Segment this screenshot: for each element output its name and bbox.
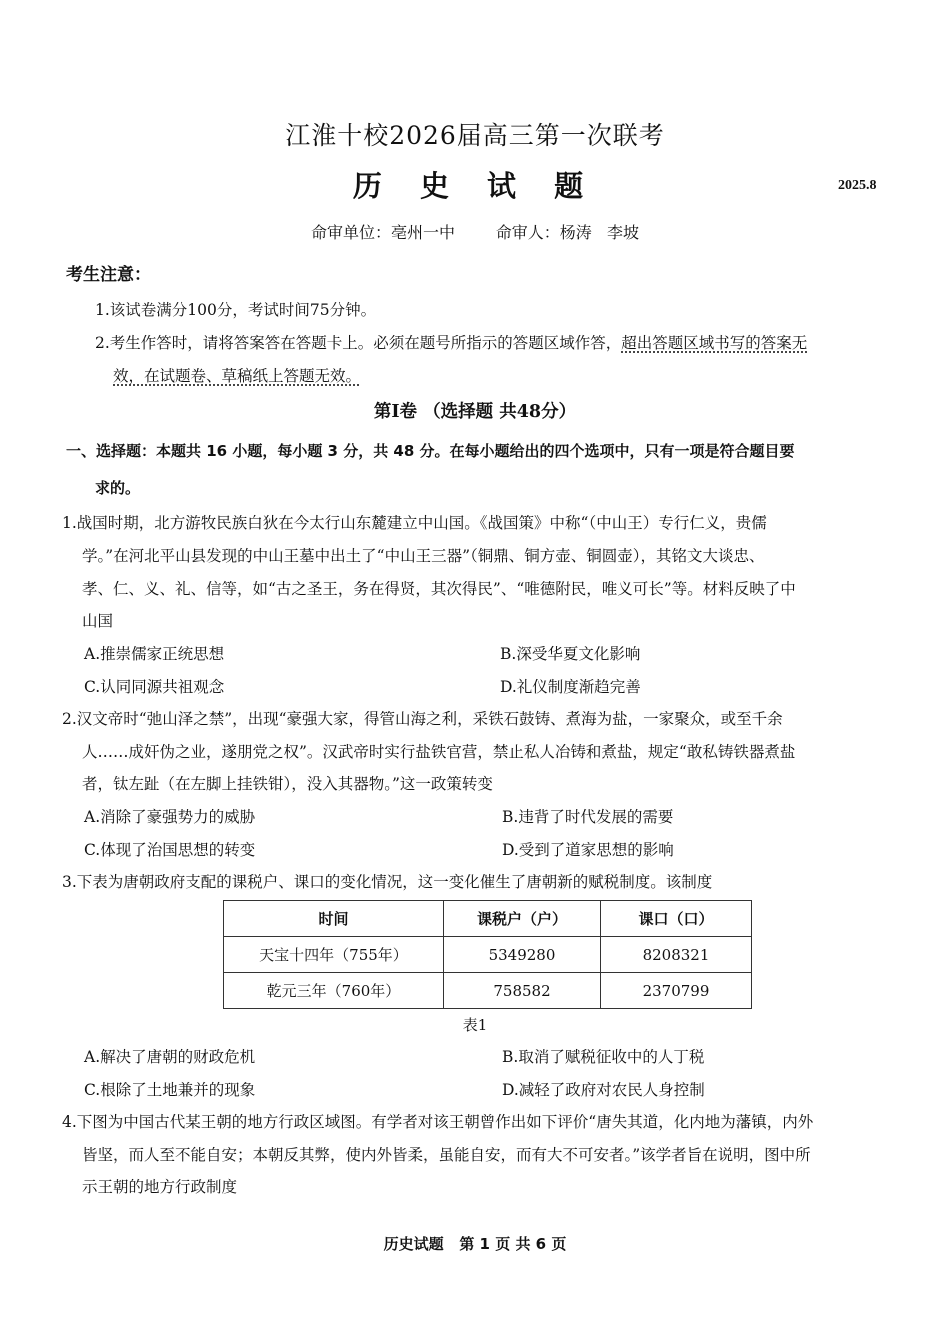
- section-instruction-continued: 求的。: [95, 479, 141, 497]
- subject-title: 历 史 试 题: [352, 169, 598, 203]
- q2-stem-line-1: 2.汉文帝时“弛山泽之禁”，出现“豪强大家，得管山海之利，采铁石鼓铸、煮海为盐，一家聚众，或至千余: [62, 710, 783, 728]
- table-header-row: [224, 901, 752, 937]
- q1-option-c: C.认同同源共祖观念: [84, 678, 225, 696]
- data-table: [223, 900, 752, 1009]
- q2-option-b: B.违背了时代发展的需要: [502, 808, 674, 826]
- table-caption: 表1: [462, 1016, 488, 1034]
- table-cell: 2370799: [601, 973, 752, 1009]
- table-cell: 乾元三年（760年）: [224, 973, 444, 1009]
- q1-stem-line-3: 孝、仁、义、礼、信等，如“古之圣王，务在得贤，其次得民”、“唯德附民，唯义可长”等。材料反映了中: [82, 580, 796, 598]
- table-header-cell: 时间: [224, 901, 444, 937]
- q1-option-d: D.礼仪制度渐趋完善: [500, 678, 641, 696]
- q1-stem-line-2: 学。”在河北平山县发现的中山王墓中出土了“中山王三器”（铜鼎、铜方壶、铜圆壶），其铭文大谈忠、: [82, 547, 765, 565]
- table-header-cell: 课税户（户）: [444, 901, 601, 937]
- table-cell: 8208321: [601, 937, 752, 973]
- q1-option-b: B.深受华夏文化影响: [500, 645, 641, 663]
- notice-item-2: [95, 331, 807, 353]
- q4-stem-line-2: 皆坚，而人至不能自安；本朝反其弊，使内外皆柔，虽能自安，而有大不可安者。”该学者旨在说明，图中所: [82, 1146, 811, 1164]
- q2-option-c: C.体现了治国思想的转变: [84, 841, 256, 859]
- notice-item-2-continued: 效，在试题卷、草稿纸上答题无效。: [113, 367, 362, 385]
- notice-title: 考生注意：: [66, 265, 151, 285]
- section-title: 第Ⅰ卷 （选择题 共48分）: [373, 402, 577, 422]
- author-line: 命审单位：亳州一中 命审人：杨涛 李坡: [311, 223, 639, 242]
- q3-option-a: A.解决了唐朝的财政危机: [84, 1048, 256, 1066]
- q2-option-d: D.受到了道家思想的影响: [502, 841, 674, 859]
- table-row: [224, 937, 752, 973]
- exam-series-title: 江淮十校2026届高三第一次联考: [285, 121, 665, 150]
- q1-stem-line-1: 1.战国时期，北方游牧民族白狄在今太行山东麓建立中山国。《战国策》中称“（中山王）专行仁义，贵儒: [62, 514, 767, 532]
- q3-option-b: B.取消了赋税征收中的人丁税: [502, 1048, 705, 1066]
- q4-stem-line-3: 示王朝的地方行政制度: [82, 1178, 238, 1196]
- q2-option-a: A.消除了豪强势力的威胁: [84, 808, 256, 826]
- q3-option-d: D.减轻了政府对农民人身控制: [502, 1081, 705, 1099]
- q3-stem-line-1: 3.下表为唐朝政府支配的课税户、课口的变化情况，这一变化催生了唐朝新的赋税制度。该制度: [62, 873, 713, 891]
- table-cell: 5349280: [444, 937, 601, 973]
- page-footer: 历史试题 第 1 页 共 6 页: [383, 1235, 567, 1253]
- q2-stem-line-2: 人……成奸伪之业，遂朋党之权”。汉武帝时实行盐铁官营，禁止私人冶铸和煮盐，规定“敢私铸铁器煮盐: [82, 743, 796, 761]
- table-header-cell: 课口（口）: [601, 901, 752, 937]
- table-cell: 758582: [444, 973, 601, 1009]
- table-cell: 天宝十四年（755年）: [224, 937, 444, 973]
- notice-item-2-emphasis: 超出答题区域书写的答案无: [621, 334, 808, 352]
- notice-item-1: 1.该试卷满分100分，考试时间75分钟。: [95, 301, 377, 319]
- exam-date: 2025.8: [838, 178, 877, 193]
- q1-option-a: A.推崇儒家正统思想: [84, 645, 225, 663]
- section-instruction: 一、选择题：本题共 16 小题，每小题 3 分，共 48 分。在每小题给出的四个选项中，只有一项是符合题目要: [66, 442, 795, 460]
- q4-stem-line-1: 4.下图为中国古代某王朝的地方行政区域图。有学者对该王朝曾作出如下评价“唐失其道，化内地为藩镇，内外: [62, 1113, 814, 1131]
- q3-option-c: C.根除了土地兼并的现象: [84, 1081, 256, 1099]
- table-row: [224, 973, 752, 1009]
- q2-stem-line-3: 者，钛左趾（在左脚上挂铁钳），没入其器物。”这一政策转变: [82, 775, 493, 793]
- q1-stem-line-4: 山国: [82, 612, 114, 630]
- notice-item-2-text: 2.考生作答时，请将答案答在答题卡上。必须在题号所指示的答题区域作答，: [95, 334, 622, 352]
